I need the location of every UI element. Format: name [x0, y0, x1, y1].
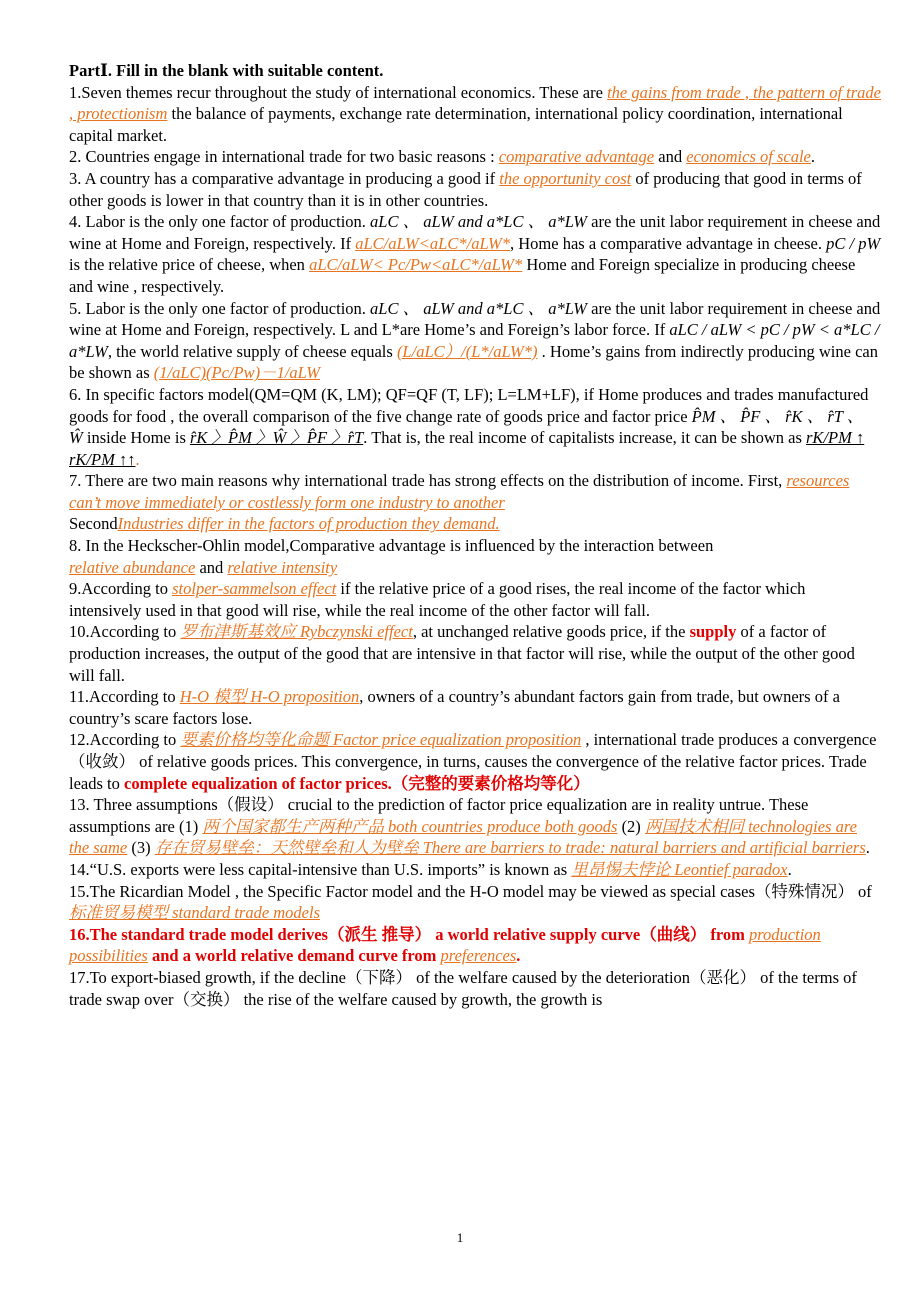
question-13: 13. Three assumptions（假设） crucial to the prediction of factor price equalization are in reality untrue. These assumptions are (1) 两个国家都生产两种产品 both countries produce both goods (2) 两国技术相同 technologies are the same (3) 存在贸易壁垒：天然壁垒和人为壁垒 There are barriers to trade: natural barriers and artificial barriers. — [69, 795, 870, 858]
answer-9: stolper-sammelson effect — [172, 579, 337, 599]
formula-unit-labor: aLC 、 aLW and a*LC 、 a*LW — [370, 298, 588, 318]
question-1: 1.Seven themes recur throughout the study of international economics. These are the gains from trade , the pattern of trade , protectionism the balance of payments, exchange rate determination, international policy coordination, international capital market. — [69, 82, 882, 145]
question-5: 5. Labor is the only one factor of production. aLC 、 aLW and a*LC 、 a*LW are the unit labor requirement in cheese and wine at Home and Foreign, respectively. L and L*are Home’s and Foreign’s labor force. If aLC / aLW < pC / pW < a*LC / a*LW, the world relative supply of cheese equals (L/aLC）/(L*/aLW*) . Home’s gains from indirectly producing wine can be shown as (1/aLC)(Pc/Pw)－1/aLW — [69, 298, 881, 383]
answer-7b: Industries differ in the factors of production they demand. — [117, 514, 500, 534]
answer-5b: (1/aLC)(Pc/Pw)－1/aLW — [153, 363, 320, 383]
answer-2a: comparative advantage — [498, 147, 655, 167]
answer-16a: production possibilities — [69, 924, 821, 966]
answer-7a: resources can’t move immediately or costlessly form one industry to another — [69, 471, 850, 512]
question-17: 17.To export-biased growth, if the decline（下降） of the welfare caused by the deterioration（恶化） of the terms of trade swap over（交换） the rise of the welfare caused by growth, the growth is — [69, 967, 857, 1009]
question-8: 8. In the Heckscher-Ohlin model,Comparative advantage is influenced by the interaction between relative abundance and relative intensity — [69, 536, 714, 577]
question-2: 2. Countries engage in international trade for two basic reasons : comparative advantage and economics of scale. — [69, 147, 815, 167]
answer-8b: relative intensity — [227, 557, 338, 577]
answer-4a: aLC/aLW<aLC*/aLW* — [355, 233, 511, 253]
question-10: 10.According to 罗布津斯基效应 Rybczynski effect, at unchanged relative goods price, if the supply of a factor of production increases, the output of the good that are intensive in that factor will rise, while the output of the other good will fall. — [69, 622, 855, 685]
question-15: 15.The Ricardian Model , the Specific Factor model and the H-O model may be viewed as special cases（特殊情况） of 标准贸易模型 standard trade models — [69, 881, 872, 923]
question-4: 4. Labor is the only one factor of production. aLC 、 aLW and a*LC 、 a*LW are the unit labor requirement in cheese and wine at Home and Foreign, respectively. If aLC/aLW<aLC*/aLW*, Home has a comparative advantage in cheese. pC / pW is the relative price of cheese, when aLC/aLW< Pc/Pw<aLC*/aLW* Home and Foreign specialize in producing cheese and wine , respectively. — [69, 212, 881, 296]
answer-15: 标准贸易模型 standard trade models — [69, 903, 321, 923]
answer-14: 里昂惕夫悖论 Leontief paradox — [571, 859, 788, 879]
answer-4b: aLC/aLW< Pc/Pw<aLC*/aLW* — [309, 255, 523, 275]
answer-1: the gains from trade , the pattern of trade , protectionism — [69, 82, 882, 124]
formula-relative-price: pC / pW — [826, 233, 881, 253]
question-12: 12.According to 要素价格均等化命题 Factor price equalization proposition , international trade produces a convergence（收敛） of relative goods prices. This convergence, in turns, causes the convergence of the relative factor prices. Trade leads to complete equalization of factor prices.（完整的要素价格均等化） — [69, 730, 877, 793]
highlight-supply: supply — [689, 622, 737, 642]
formula-change-rates: P̂M 、 P̂F 、 r̂K 、 r̂T 、 Ŵ — [69, 406, 864, 448]
answer-2b: economics of scale — [686, 147, 811, 167]
answer-6b: rK/PM ↑ rK/PM ↑↑ — [69, 428, 865, 469]
formula-inequality: aLC / aLW < pC / pW < a*LC / a*LW — [69, 320, 880, 361]
answer-12: 要素价格均等化命题 Factor price equalization proposition — [180, 730, 582, 750]
answer-6a: r̂K 〉P̂M 〉Ŵ 〉P̂F 〉r̂T — [190, 428, 364, 448]
answer-13a: 两个国家都生产两种产品 both countries produce both goods — [202, 816, 618, 836]
question-6: 6. In specific factors model(QM=QM (K, LM); QF=QF (T, LF); L=LM+LF), if Home produces and trades manufactured goods for food , the overall comparison of the five change rate of goods price and factor price P̂M 、 P̂F 、 r̂K 、 r̂T 、 Ŵ inside Home is r̂K 〉P̂M 〉Ŵ 〉P̂F 〉r̂T. That is, the real income of capitalists increase, it can be shown as rK/PM ↑ rK/PM ↑↑. — [69, 384, 869, 469]
answer-5a: (L/aLC）/(L*/aLW*) — [396, 341, 538, 361]
part-title: PartⅠ. Fill in the blank with suitable content. — [69, 61, 384, 80]
answer-3: the opportunity cost — [499, 168, 632, 188]
answer-13c: 存在贸易壁垒：天然壁垒和人为壁垒 There are barriers to trade: natural barriers and artificial barriers — [154, 838, 866, 858]
answer-10: 罗布津斯基效应 Rybczynski effect — [180, 622, 413, 642]
answer-11: H-O 模型 H-O proposition — [179, 687, 360, 707]
question-16: 16.The standard trade model derives（派生 推导） a world relative supply curve（曲线） from production possibilities and a world relative demand curve from preferences. — [69, 924, 821, 966]
answer-8a: relative abundance — [69, 557, 196, 577]
question-3: 3. A country has a comparative advantage in producing a good if the opportunity cost of producing that good in terms of other goods is lower in that country than it is in other countries. — [69, 168, 862, 210]
page-number: 1 — [456, 1230, 464, 1245]
answer-16b: preferences — [440, 946, 517, 966]
question-7: 7. There are two main reasons why international trade has strong effects on the distribution of income. First, resources can’t move immediately or costlessly form one industry to another SecondIndustries differ in the factors of production they demand. — [69, 471, 850, 534]
document-body — [69, 60, 881, 1010]
highlight-equalization: complete equalization of factor prices.（完整的要素价格均等化） — [124, 773, 590, 793]
question-14: 14.“U.S. exports were less capital-intensive than U.S. imports” is known as 里昂惕夫悖论 Leontief paradox. — [69, 859, 792, 879]
formula-unit-labor: aLC 、 aLW and a*LC 、 a*LW — [370, 212, 588, 232]
question-11: 11.According to H-O 模型 H-O proposition, owners of a country’s abundant factors gain from trade, but owners of a country’s scare factors lose. — [69, 687, 840, 728]
answer-13b: 两国技术相同 technologies are the same — [69, 816, 857, 858]
question-9: 9.According to stolper-sammelson effect if the relative price of a good rises, the real income of the factor which intensively used in that good will rise, while the real income of the other factor will fall. — [69, 579, 806, 620]
